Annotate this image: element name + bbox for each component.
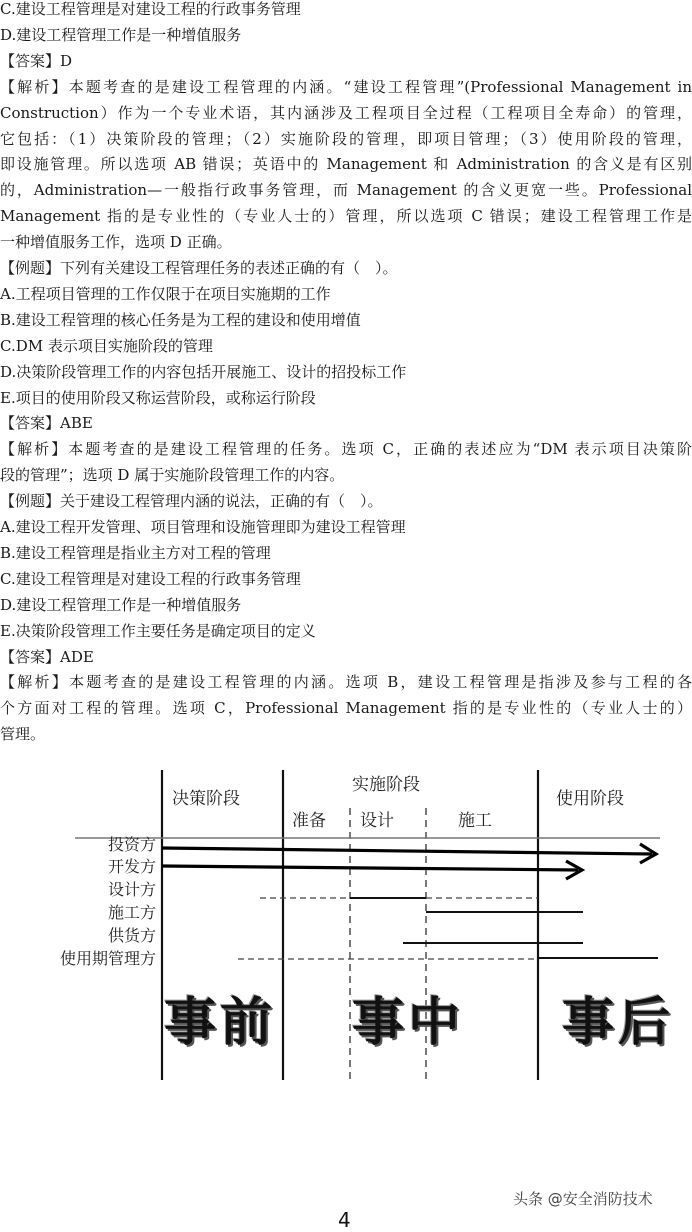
party-contractor-label: 施工方 <box>107 903 156 922</box>
period-after-label: 事后 <box>562 992 675 1053</box>
party-facility-manager-label: 使用期管理方 <box>59 949 156 968</box>
party-designer-label: 设计方 <box>107 880 156 899</box>
text-line: 【例题】下列有关建设工程管理任务的表述正确的有（ ）。 <box>0 259 398 277</box>
text-line: C.建设工程管理是对建设工程的行政事务管理 <box>0 569 301 588</box>
text-line: C.建设工程管理是对建设工程的行政事务管理 <box>0 0 301 18</box>
party-investor-label: 投资方 <box>107 835 156 854</box>
text-line: B.建设工程管理是指业主方对工程的管理 <box>0 543 271 562</box>
text-line: E.决策阶段管理工作主要任务是确定项目的定义 <box>0 621 316 640</box>
party-supplier-label: 供货方 <box>107 926 156 945</box>
phase-implementation-label: 实施阶段 <box>352 775 420 795</box>
text-line: 【解析】本题考查的是建设工程管理的任务。选项 C，正确的表述应为“DM 表示项目决策阶 <box>0 440 692 459</box>
text-line: 【解析】本题考查的是建设工程管理的内涵。“建设工程管理”(Professional Management in <box>0 77 692 96</box>
phase-prep-label: 准备 <box>292 811 326 831</box>
text-line: 即设施管理。所以选项 AB 错误；英语中的 Management 和 Administration 的含义是有区别 <box>0 155 692 174</box>
text-line: A.工程项目管理的工作仅限于在项目实施期的工作 <box>0 284 331 303</box>
text-line: 【解析】本题考查的是建设工程管理的内涵。选项 B，建设工程管理是指涉及参与工程的各 <box>0 673 692 692</box>
text-line: 它包括：（1）决策阶段的管理；（2）实施阶段的管理，即项目管理；（3）使用阶段的管理， <box>0 129 692 148</box>
text-line: Construction）作为一个专业术语，其内涵涉及工程项目全过程（工程项目全寿命）的管理， <box>0 103 692 122</box>
text-line: D.建设工程管理工作是一种增值服务 <box>0 25 242 44</box>
page-number: 4 <box>338 1208 351 1232</box>
text-line: C.DM 表示项目实施阶段的管理 <box>0 336 213 355</box>
text-line: Management 指的是专业性的（专业人士的）管理，所以选项 C 错误；建设工程管理工作是 <box>0 207 692 226</box>
text-line: B.建设工程管理的核心任务是为工程的建设和使用增值 <box>0 310 361 329</box>
text-line: 【答案】ABE <box>0 414 93 433</box>
text-line: 管理。 <box>0 725 46 744</box>
text-line: 【答案】D <box>0 51 73 70</box>
management-phase-diagram <box>0 760 692 1090</box>
text-line: A.建设工程开发管理、项目管理和设施管理即为建设工程管理 <box>0 518 406 536</box>
phase-decision-label: 决策阶段 <box>172 789 240 809</box>
text-line: 一种增值服务工作，选项 D 正确。 <box>0 233 232 252</box>
watermark-text: 头条 @安全消防技术 <box>513 1190 653 1208</box>
text-line: 个方面对工程的管理。选项 C，Professional Management 指的是专业性的（专业人士的） <box>0 699 692 718</box>
text-line: 【例题】关于建设工程管理内涵的说法，正确的有（ ）。 <box>0 492 383 511</box>
party-developer-label: 开发方 <box>107 857 156 876</box>
period-before-label: 事前 <box>164 992 277 1053</box>
phase-construction-label: 施工 <box>458 811 492 831</box>
text-line: E.项目的使用阶段又称运营阶段，或称运行阶段 <box>0 388 316 407</box>
phase-design-label: 设计 <box>360 811 394 831</box>
text-line: 的，Administration—一般指行政事务管理，而 Management 的含义更宽一些。Professional <box>0 181 692 200</box>
text-line: D.建设工程管理工作是一种增值服务 <box>0 595 242 614</box>
period-during-label: 事中 <box>352 992 465 1053</box>
text-line: 段的管理”；选项 D 属于实施阶段管理工作的内容。 <box>0 466 345 485</box>
text-line: 【答案】ADE <box>0 647 94 666</box>
text-line: D.决策阶段管理工作的内容包括开展施工、设计的招投标工作 <box>0 362 407 381</box>
phase-usage-label: 使用阶段 <box>556 789 624 809</box>
